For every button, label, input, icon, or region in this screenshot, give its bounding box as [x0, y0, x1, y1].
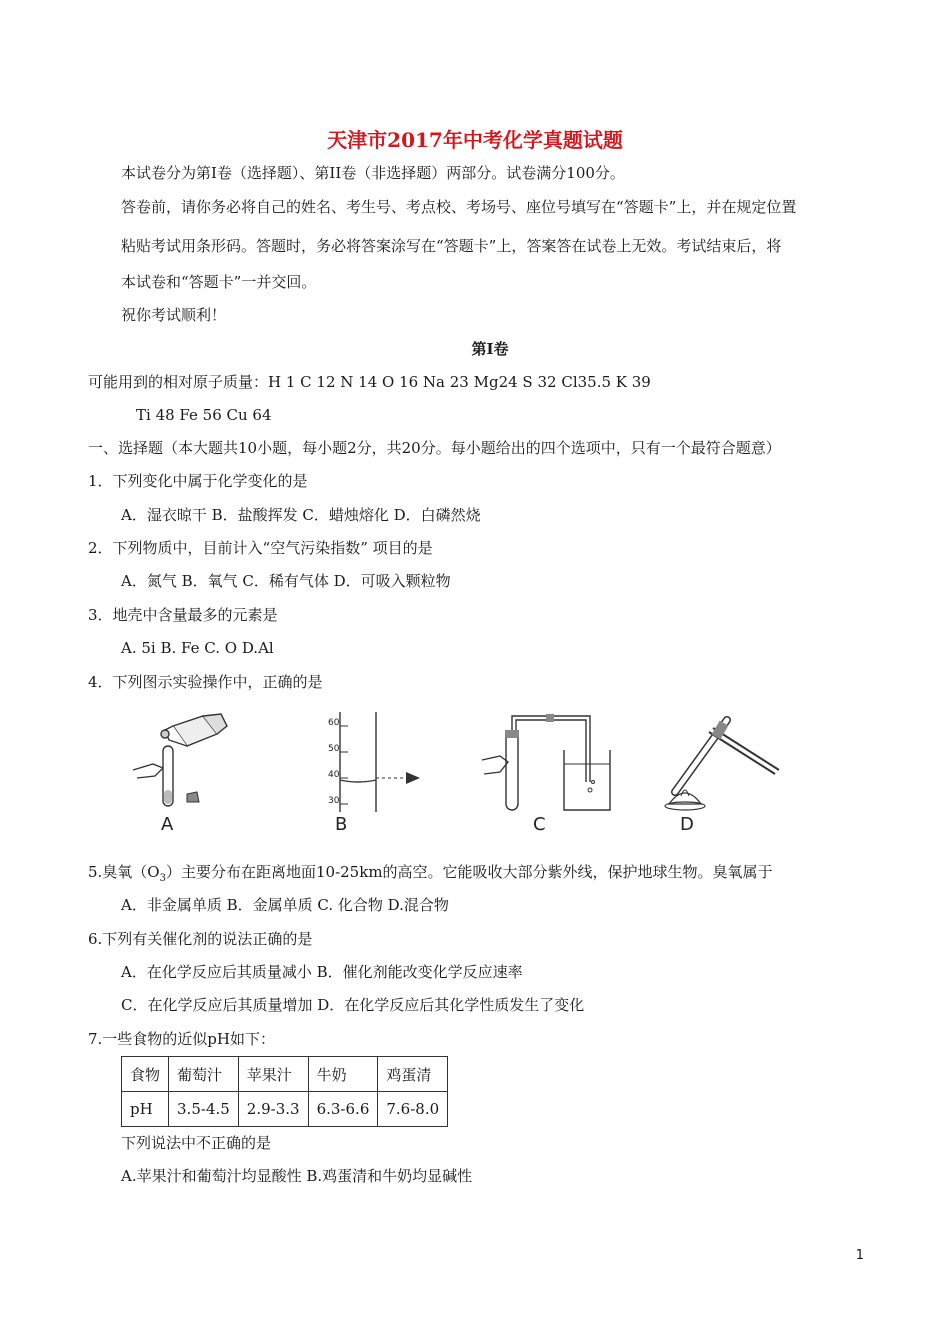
q6-stem: 6.下列有关催化剂的说法正确的是 [88, 930, 313, 948]
ph-table-value-row [122, 1092, 448, 1127]
atomic-mass-line-1: 可能用到的相对原子质量：H 1 C 12 N 14 O 16 Na 23 Mg24 S 32 Cl35.5 K 39 [88, 373, 651, 391]
q1-options: A．湿衣晾干 B．盐酸挥发 C．蜡烛熔化 D．白磷然烧 [121, 506, 481, 524]
ph-table-cell: 7.6-8.0 [378, 1092, 448, 1127]
tick-30: 30 [328, 796, 340, 806]
ph-table-cell: 鸡蛋清 [378, 1057, 448, 1092]
ph-table-cell: 葡萄汁 [169, 1057, 239, 1092]
page-number: 1 [855, 1248, 864, 1263]
figure-a-pouring [125, 712, 235, 812]
q7-stem: 7.一些食物的近似pH如下： [88, 1030, 275, 1048]
page-title: 天津市2017年中考化学真题试题 [327, 128, 623, 152]
intro-line-3: 粘贴考试用条形码。答题时，务必将答案涂写在“答题卡”上，答案答在试卷上无效。考试结束后，将 [121, 237, 782, 255]
intro-line-1: 本试卷分为第Ⅰ卷（选择题）、第II卷（非选择题）两部分。试卷满分100分。 [121, 164, 625, 182]
ph-table [121, 1056, 448, 1127]
ph-table-cell: 6.3-6.6 [308, 1092, 378, 1127]
ph-table-cell: pH [122, 1092, 169, 1127]
q4-stem: 4．下列图示实验操作中，正确的是 [88, 673, 323, 691]
q3-options: A. 5i B. Fe C. O D.Al [121, 639, 274, 657]
q5-options: A．非金属单质 B．金属单质 C. 化合物 D.混合物 [121, 896, 449, 914]
figure-d-label: D [680, 814, 694, 835]
q5-stem-sub: 3 [159, 873, 166, 884]
ph-table-cell: 食物 [122, 1057, 169, 1092]
q5-stem-pre: 5.臭氧（O [88, 863, 160, 881]
q2-stem: 2．下列物质中，目前计入“空气污染指数” 项目的是 [88, 539, 433, 557]
tick-40: 40 [328, 770, 340, 780]
intro-line-4: 本试卷和“答题卡”一并交回。 [121, 273, 317, 291]
q7-sub-stem: 下列说法中不正确的是 [121, 1134, 272, 1152]
q3-stem: 3．地壳中含量最多的元素是 [88, 606, 278, 624]
q6-options-row2: C．在化学反应后其质量增加 D．在化学反应后其化学性质发生了变化 [121, 996, 585, 1014]
part-one-heading: 一、选择题（本大题共10小题，每小题2分，共20分。每小题给出的四个选项中，只有一个最符合题意） [88, 439, 781, 457]
q2-options: A．氮气 B．氧气 C．稀有气体 D．可吸入颗粒物 [121, 572, 451, 590]
ph-table-cell: 苹果汁 [238, 1057, 308, 1092]
figure-a-label: A [161, 814, 174, 835]
q5-stem [88, 862, 773, 889]
figure-d-heating [655, 712, 785, 812]
q5-stem-post: ）主要分布在距离地面10-25km的高空。它能吸收大部分紫外线，保护地球生物。臭氧属于 [165, 863, 773, 881]
section-title: 第Ⅰ卷 [471, 340, 509, 358]
tick-60: 60 [328, 718, 340, 728]
q7-options-row1: A.苹果汁和葡萄汁均显酸性 B.鸡蛋清和牛奶均显碱性 [121, 1167, 473, 1185]
ph-table-cell: 2.9-3.3 [238, 1092, 308, 1127]
ph-table-header-row [122, 1057, 448, 1092]
intro-line-2: 答卷前，请你务必将自己的姓名、考生号、考点校、考场号、座位号填写在“答题卡”上，并在规定位置 [121, 198, 797, 216]
intro-line-5: 祝你考试顺利！ [121, 306, 227, 324]
q6-options-row1: A．在化学反应后其质量减小 B．催化剂能改变化学反应速率 [121, 963, 523, 981]
figure-b-cylinder [330, 712, 430, 812]
figure-b-label: B [335, 814, 348, 835]
figure-c-label: C [533, 814, 546, 835]
q1-stem: 1．下列变化中属于化学变化的是 [88, 472, 308, 490]
tick-50: 50 [328, 744, 340, 754]
atomic-mass-line-2: Ti 48 Fe 56 Cu 64 [136, 406, 272, 424]
figure-c-airtightness [470, 712, 620, 812]
ph-table-cell: 牛奶 [308, 1057, 378, 1092]
ph-table-cell: 3.5-4.5 [169, 1092, 239, 1127]
